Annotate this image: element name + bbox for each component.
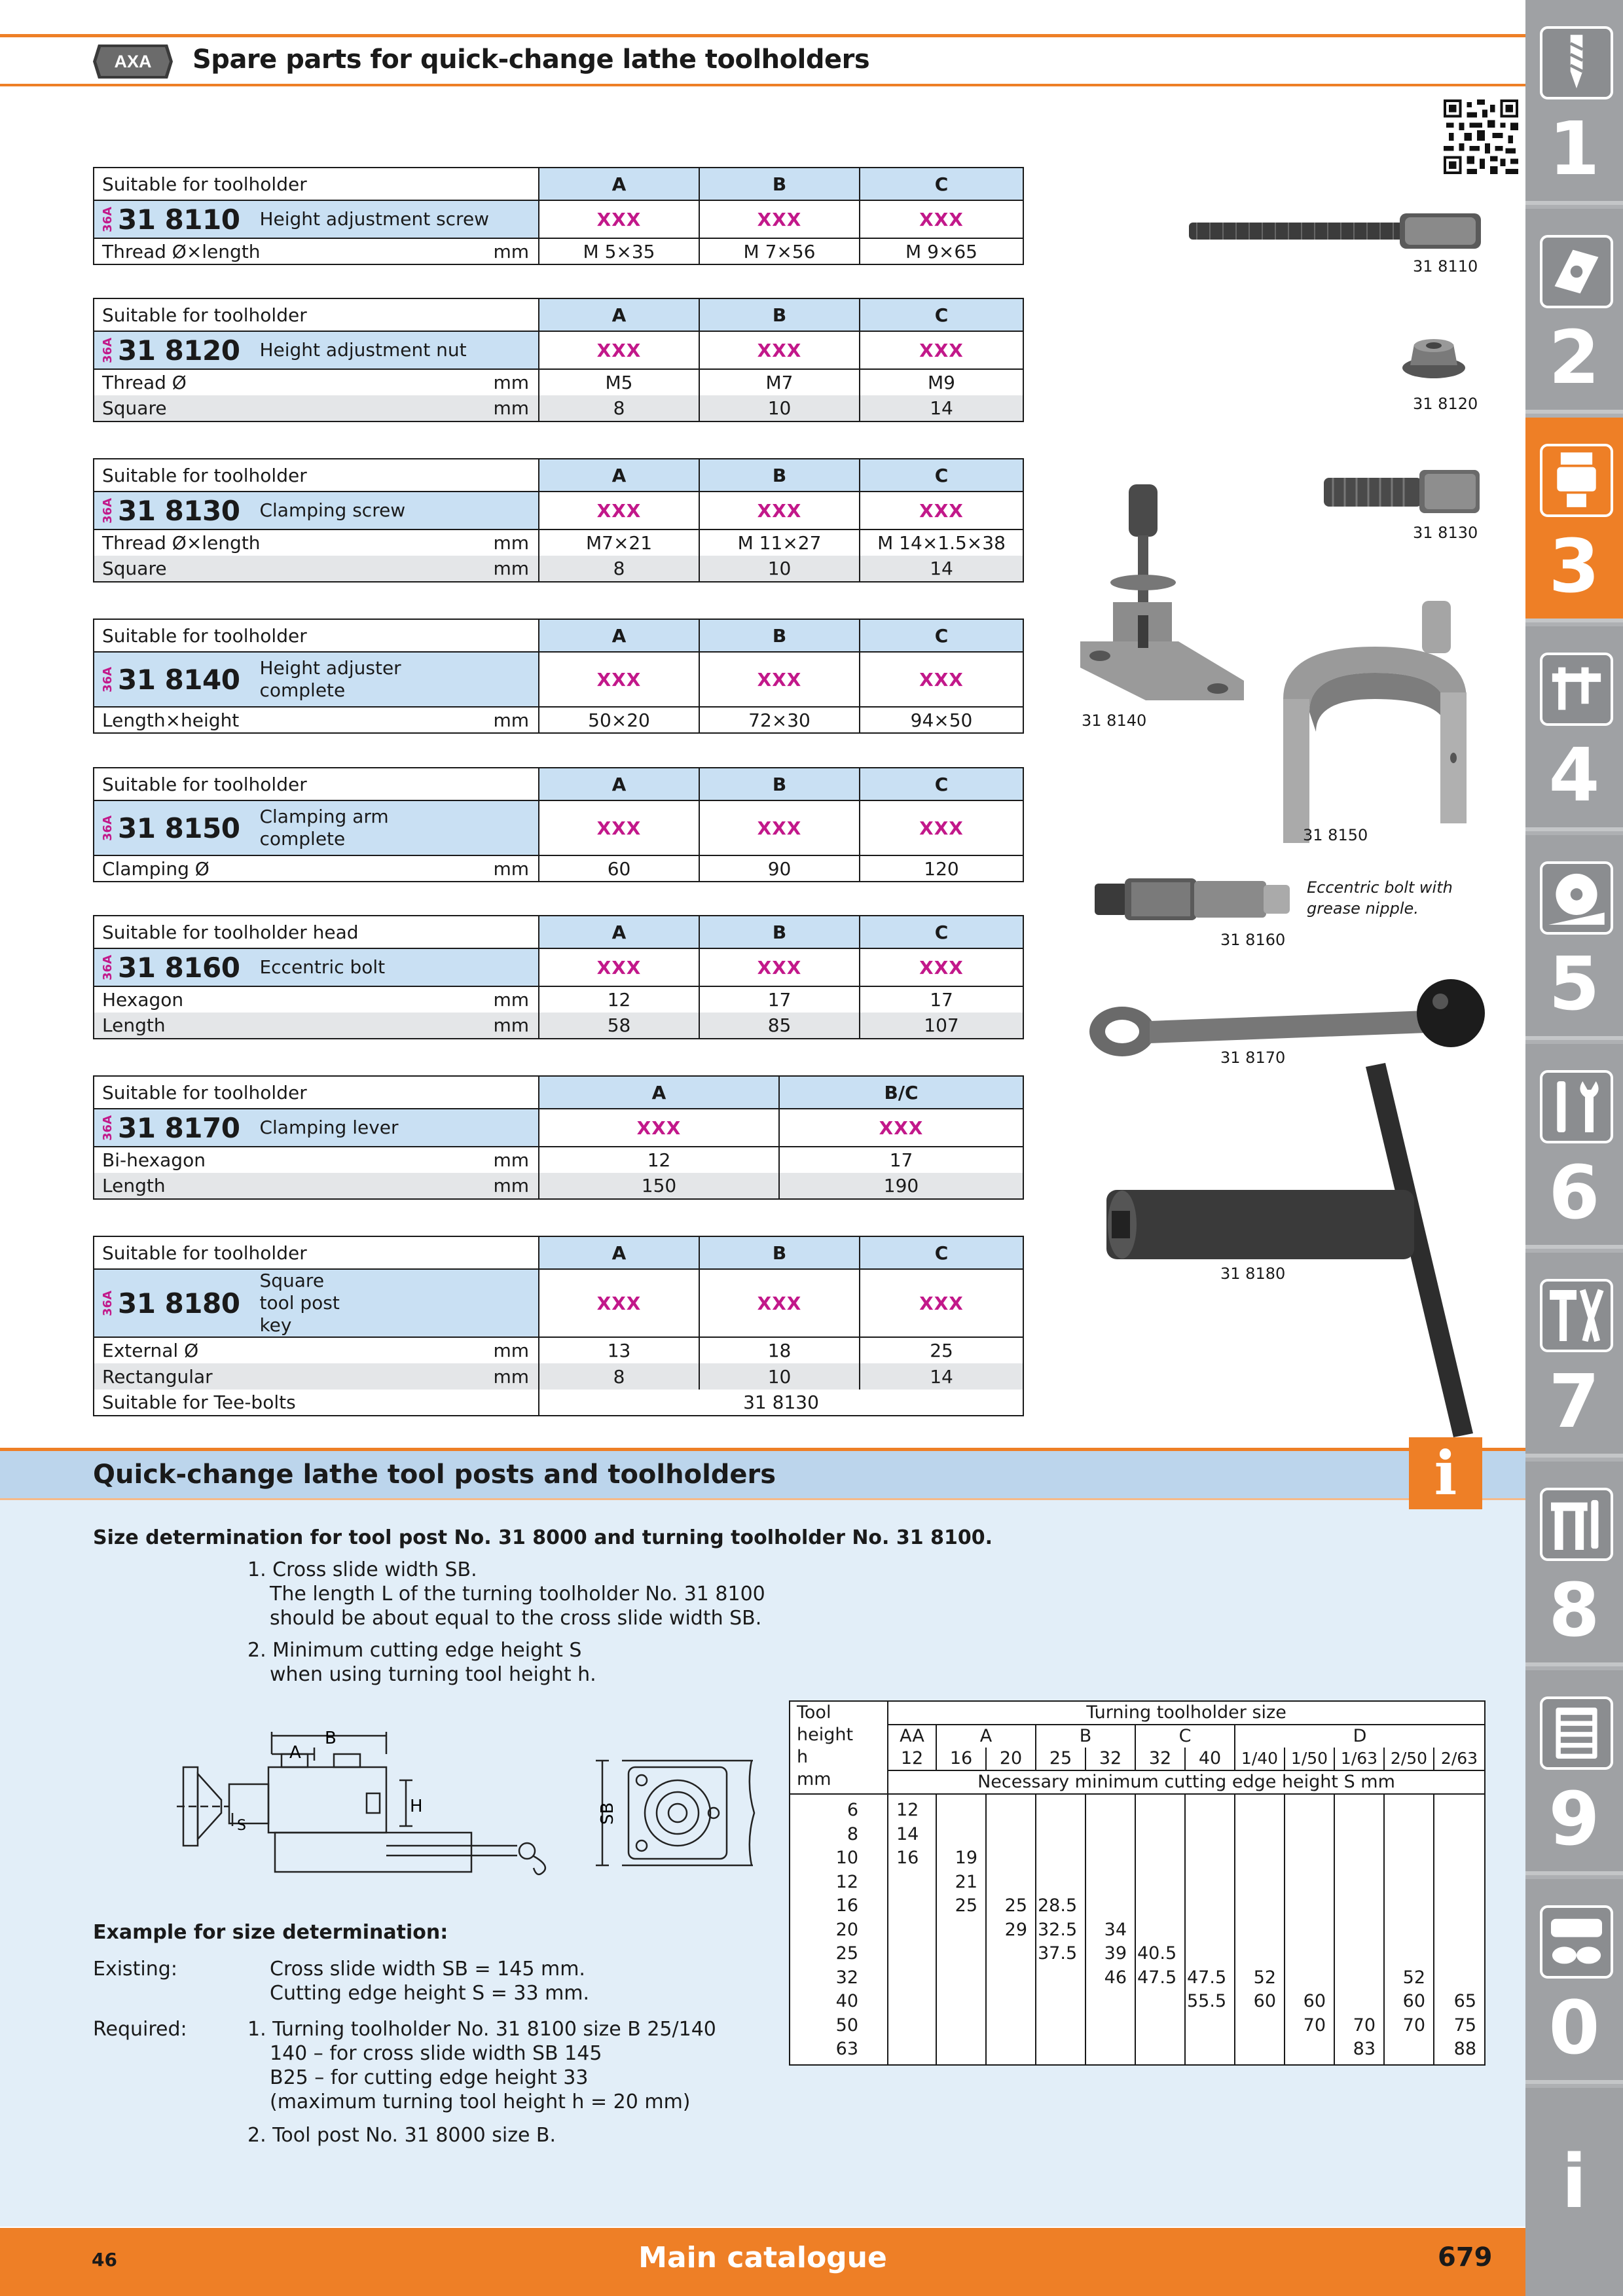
sidebar-tab-2[interactable] <box>1525 209 1623 414</box>
row-unit: mm <box>470 1013 539 1039</box>
spec-table-318180 <box>93 1236 1024 1416</box>
size-heading: Size determination for tool post No. 31 8000 and turning toolholder No. 31 8100. <box>93 1526 993 1549</box>
sidebar-tab-6[interactable] <box>1525 1044 1623 1249</box>
article-number: 31 8180 <box>118 1287 240 1319</box>
price-placeholder: XXX <box>539 200 699 238</box>
info-section-title: Quick-change lathe tool posts and toolholders <box>93 1460 776 1490</box>
caliper-icon <box>1540 653 1613 726</box>
existing-label: Existing: <box>93 1958 177 1981</box>
size-header: 16 <box>936 1748 986 1770</box>
row-label: Thread Ø×length <box>94 529 470 556</box>
row-unit <box>470 1390 539 1416</box>
suitable-label: Suitable for toolholder <box>94 768 539 800</box>
article-description: Height adjustment screw <box>259 208 490 230</box>
cell: 18 <box>699 1337 860 1363</box>
tab-number: 2 <box>1548 315 1600 401</box>
sidebar-tab-9[interactable] <box>1525 1670 1623 1875</box>
sidebar-tab-info[interactable] <box>1525 2088 1623 2296</box>
article-description: Eccentric bolt <box>259 956 386 978</box>
article-description: Clamping arm complete <box>259 806 389 850</box>
cell: 17 <box>860 986 1023 1013</box>
spec-table-318140 <box>93 619 1024 734</box>
col-label: A <box>539 768 699 800</box>
size-header: 32 <box>1135 1748 1185 1770</box>
product-label: 31 8120 <box>1413 395 1478 413</box>
clamping-lever-image <box>1087 978 1493 1063</box>
row-unit: mm <box>470 1337 539 1363</box>
height-column: 52 60 70 <box>1384 1794 1434 2065</box>
header-top-rule <box>0 34 1525 37</box>
col-label: A <box>539 619 699 652</box>
sidebar-tab-4[interactable] <box>1525 626 1623 831</box>
col-label: B <box>699 916 860 948</box>
row-unit: mm <box>470 1363 539 1390</box>
price-placeholder: XXX <box>860 948 1023 986</box>
price-placeholder: XXX <box>539 652 699 707</box>
cell: 17 <box>779 1147 1023 1173</box>
cell: M5 <box>539 369 699 395</box>
cell: 190 <box>779 1173 1023 1199</box>
price-placeholder: XXX <box>699 492 860 529</box>
size-header: 2/50 <box>1384 1748 1434 1770</box>
info-icon[interactable]: i <box>1409 1437 1482 1509</box>
cell: 14 <box>860 1363 1023 1390</box>
sidebar-tab-0[interactable] <box>1525 1879 1623 2084</box>
tool-cabinet-icon <box>1540 1696 1613 1770</box>
price-placeholder: XXX <box>539 331 699 369</box>
tab-number: 3 <box>1548 524 1600 609</box>
spec-table-318130 <box>93 458 1024 583</box>
table-row <box>94 1173 1023 1199</box>
suitable-label: Suitable for toolholder <box>94 619 539 652</box>
catalog-tag: 36A <box>101 337 115 363</box>
cell: 58 <box>539 1013 699 1039</box>
spec-table-318110 <box>93 167 1024 265</box>
height-adjustment-nut-image <box>1401 335 1467 381</box>
col-label: B <box>699 619 860 652</box>
cell: 94×50 <box>860 707 1023 733</box>
note-line: grease nipple. <box>1307 899 1419 918</box>
safety-goggles-icon <box>1540 1905 1613 1979</box>
group-header: AA <box>888 1725 936 1748</box>
price-placeholder: XXX <box>699 1269 860 1337</box>
size-header: 1/40 <box>1235 1748 1285 1770</box>
table-row <box>94 395 1023 422</box>
height-column: 34 39 46 <box>1085 1794 1135 2065</box>
col-label: B <box>699 1236 860 1269</box>
col-label: C <box>860 168 1023 200</box>
cell: 14 <box>860 395 1023 422</box>
size-header: 40 <box>1185 1748 1235 1770</box>
cell: 13 <box>539 1337 699 1363</box>
group-header: C <box>1135 1725 1235 1748</box>
cell: 8 <box>539 1363 699 1390</box>
eccentric-bolt-image <box>1092 872 1295 927</box>
table-row <box>94 529 1023 556</box>
suitable-label: Suitable for toolholder head <box>94 916 539 948</box>
row-label: Rectangular <box>94 1363 470 1390</box>
product-label: 31 8160 <box>1220 931 1286 949</box>
group-header: A <box>936 1725 1036 1748</box>
height-adjustment-screw-image <box>1184 208 1486 254</box>
dim-label-s: S <box>237 1818 246 1834</box>
size-header: 25 <box>1036 1748 1085 1770</box>
cutting-height-table <box>789 1700 1486 2066</box>
sidebar-tab-3[interactable] <box>1525 418 1623 622</box>
existing-line: Cross slide width SB = 145 mm. <box>270 1958 585 1981</box>
group-header: D <box>1235 1725 1485 1748</box>
row-unit: mm <box>470 395 539 422</box>
cell: 150 <box>539 1173 779 1199</box>
note-line: Eccentric bolt with <box>1307 878 1453 897</box>
eccentric-bolt-note <box>1307 877 1453 919</box>
cell: M 5×35 <box>539 238 699 264</box>
row-unit: mm <box>470 707 539 733</box>
header-line: h <box>797 1747 809 1767</box>
suitable-label: Suitable for toolholder <box>94 1076 539 1109</box>
tab-number: 5 <box>1548 942 1600 1027</box>
row-label: Clamping Ø <box>94 855 470 882</box>
page-number: 679 <box>1438 2242 1493 2272</box>
row-unit: mm <box>470 1173 539 1199</box>
row-label: Suitable for Tee-bolts <box>94 1390 470 1416</box>
table-row <box>94 855 1023 882</box>
suitable-label: Suitable for toolholder <box>94 168 539 200</box>
step-1-line: should be about equal to the cross slide width SB. <box>270 1607 762 1630</box>
dim-label-sb: SB <box>598 1802 617 1825</box>
product-label: 31 8180 <box>1220 1265 1286 1283</box>
col-label: C <box>860 916 1023 948</box>
catalog-tag: 36A <box>101 815 115 841</box>
article-number: 31 8110 <box>118 203 240 236</box>
height-adjuster-image <box>1074 484 1250 713</box>
cell: 12 <box>539 1147 779 1173</box>
height-column: 28.5 32.5 37.5 <box>1036 1794 1085 2065</box>
catalog-tag: 36A <box>101 954 115 980</box>
cell: 8 <box>539 556 699 582</box>
product-label: 31 8170 <box>1220 1049 1286 1067</box>
cell: 120 <box>860 855 1023 882</box>
col-label: A <box>539 298 699 331</box>
height-column: 25 29 <box>986 1794 1036 2065</box>
sidebar-tab-5[interactable] <box>1525 835 1623 1040</box>
table-row <box>94 1337 1023 1363</box>
footer-title: Main catalogue <box>638 2241 887 2274</box>
dim-label-b: B <box>325 1729 337 1748</box>
suitable-label: Suitable for toolholder <box>94 459 539 492</box>
suitable-label: Suitable for toolholder <box>94 298 539 331</box>
header-line: height <box>797 1725 854 1745</box>
size-header: 32 <box>1085 1748 1135 1770</box>
logo-text: AXA <box>114 52 152 71</box>
price-placeholder: XXX <box>860 652 1023 707</box>
cell: M 14×1.5×38 <box>860 529 1023 556</box>
min-height-subheader: Necessary minimum cutting edge height S mm <box>888 1770 1485 1794</box>
price-placeholder: XXX <box>860 1269 1023 1337</box>
tool-height-header <box>790 1701 888 1794</box>
article-description: Clamping screw <box>259 499 406 521</box>
cell: 10 <box>699 395 860 422</box>
sidebar-tab-1[interactable] <box>1525 0 1623 205</box>
col-label: B <box>699 768 860 800</box>
cell: 107 <box>860 1013 1023 1039</box>
product-label: 31 8110 <box>1413 257 1478 276</box>
tab-number: 9 <box>1548 1777 1600 1862</box>
toolpost-top-diagram <box>589 1754 759 1872</box>
cell: M 11×27 <box>699 529 860 556</box>
table-row <box>94 707 1023 733</box>
suitable-label: Suitable for toolholder <box>94 1236 539 1269</box>
tab-number: 6 <box>1548 1151 1600 1236</box>
col-label: B <box>699 459 860 492</box>
table-header-row <box>790 1770 1485 1794</box>
col-label: C <box>860 1236 1023 1269</box>
table-header-row <box>790 1748 1485 1770</box>
size-header: 20 <box>986 1748 1036 1770</box>
required-line: B25 – for cutting edge height 33 <box>270 2066 589 2089</box>
price-placeholder: XXX <box>539 492 699 529</box>
table-row <box>94 1147 1023 1173</box>
price-placeholder: XXX <box>539 800 699 855</box>
row-label: Thread Ø×length <box>94 238 470 264</box>
col-label: B <box>699 168 860 200</box>
catalog-tag: 36A <box>101 1290 115 1316</box>
catalog-tag: 36A <box>101 497 115 524</box>
price-placeholder: XXX <box>699 200 860 238</box>
size-header: 12 <box>888 1748 936 1770</box>
cell: M7 <box>699 369 860 395</box>
table-row <box>94 369 1023 395</box>
cell: 85 <box>699 1013 860 1039</box>
price-placeholder: XXX <box>699 331 860 369</box>
cell: 8 <box>539 395 699 422</box>
required-line: 1. Turning toolholder No. 31 8100 size B 25/140 <box>247 2018 716 2041</box>
row-label: Length <box>94 1013 470 1039</box>
row-unit: mm <box>470 855 539 882</box>
col-label: B <box>699 298 860 331</box>
product-label: 31 8130 <box>1413 524 1478 542</box>
catalog-tag: 36A <box>101 1115 115 1141</box>
step-1-line: 1. Cross slide width SB. <box>247 1558 477 1581</box>
cell: 72×30 <box>699 707 860 733</box>
price-placeholder: XXX <box>699 800 860 855</box>
article-description: Square tool post key <box>259 1270 340 1336</box>
height-column: 19 21 25 <box>936 1794 986 2065</box>
sidebar-tab-7[interactable] <box>1525 1253 1623 1458</box>
row-unit: mm <box>470 986 539 1013</box>
row-label: Square <box>94 556 470 582</box>
table-header-row <box>790 1725 1485 1748</box>
table-row <box>94 556 1023 582</box>
row-unit: mm <box>470 556 539 582</box>
table-header-row <box>790 1701 1485 1725</box>
height-column: 65 75 88 <box>1434 1794 1485 2065</box>
tab-number: i <box>1561 2140 1587 2225</box>
table-row <box>94 238 1023 264</box>
drill-bit-icon <box>1540 26 1613 99</box>
spec-table-318150 <box>93 767 1024 882</box>
qr-code-icon[interactable] <box>1444 99 1518 174</box>
price-placeholder: XXX <box>860 200 1023 238</box>
toolholder-size-header: Turning toolholder size <box>888 1701 1485 1725</box>
col-label: C <box>860 459 1023 492</box>
col-label: A <box>539 1236 699 1269</box>
toolpost-side-diagram <box>177 1728 570 1885</box>
row-unit: mm <box>470 238 539 264</box>
catalog-tag: 36A <box>101 666 115 692</box>
existing-line: Cutting edge height S = 33 mm. <box>270 1982 590 2005</box>
article-description: Height adjustment nut <box>259 339 467 361</box>
table-row <box>790 1794 1485 2065</box>
table-row <box>94 1013 1023 1039</box>
header-bottom-rule <box>0 84 1525 86</box>
tab-number: 4 <box>1548 733 1600 818</box>
product-label: 31 8150 <box>1303 826 1368 844</box>
sidebar-tab-8[interactable] <box>1525 1462 1623 1666</box>
product-label: 31 8140 <box>1082 711 1147 730</box>
price-placeholder: XXX <box>699 948 860 986</box>
row-label: External Ø <box>94 1337 470 1363</box>
article-number: 31 8150 <box>118 812 240 844</box>
cell: 17 <box>699 986 860 1013</box>
tab-number: 0 <box>1548 1986 1600 2071</box>
article-number: 31 8170 <box>118 1111 240 1144</box>
col-label: A <box>539 459 699 492</box>
tool-height-values: 6 8 10 12 16 20 25 32 40 50 63 <box>790 1794 888 2065</box>
axa-logo <box>93 43 173 80</box>
col-label: A <box>539 916 699 948</box>
price-placeholder: XXX <box>539 1109 779 1147</box>
cell: M7×21 <box>539 529 699 556</box>
price-placeholder: XXX <box>860 800 1023 855</box>
price-placeholder: XXX <box>860 492 1023 529</box>
wrench-screwdriver-icon <box>1540 1070 1613 1143</box>
table-row <box>94 986 1023 1013</box>
required-line: (maximum turning tool height h = 20 mm) <box>270 2090 691 2113</box>
cell: M 9×65 <box>860 238 1023 264</box>
article-description: Height adjuster complete <box>259 657 401 701</box>
col-label: C <box>860 619 1023 652</box>
article-number: 31 8140 <box>118 663 240 696</box>
cell: 60 <box>539 855 699 882</box>
row-label: Length <box>94 1173 470 1199</box>
example-heading: Example for size determination: <box>93 1921 448 1944</box>
saw-blade-icon <box>1540 861 1613 935</box>
row-label: Thread Ø <box>94 369 470 395</box>
spec-table-318160 <box>93 915 1024 1039</box>
row-label: Hexagon <box>94 986 470 1013</box>
clamping-screw-image <box>1321 466 1484 517</box>
price-placeholder: XXX <box>860 331 1023 369</box>
row-unit: mm <box>470 529 539 556</box>
step-2-line: when using turning tool height h. <box>270 1663 596 1686</box>
cell: 90 <box>699 855 860 882</box>
required-line: 2. Tool post No. 31 8000 size B. <box>247 2124 556 2147</box>
hammer-pliers-icon <box>1540 1279 1613 1352</box>
article-number: 31 8130 <box>118 494 240 527</box>
page-title: Spare parts for quick-change lathe toolholders <box>192 45 870 75</box>
size-header: 1/63 <box>1334 1748 1384 1770</box>
dim-label-a: A <box>289 1743 301 1763</box>
tab-number: 1 <box>1548 107 1600 192</box>
cell: M 7×56 <box>699 238 860 264</box>
cell: 50×20 <box>539 707 699 733</box>
step-1-line: The length L of the turning toolholder No. 31 8100 <box>270 1583 765 1605</box>
catalog-tag: 36A <box>101 206 115 232</box>
header-line: mm <box>797 1769 831 1789</box>
group-header: B <box>1036 1725 1135 1748</box>
size-header: 2/63 <box>1434 1748 1485 1770</box>
spec-table-318170 <box>93 1075 1024 1200</box>
required-line: 140 – for cross slide width SB 145 <box>270 2042 602 2065</box>
cell: M9 <box>860 369 1023 395</box>
cell: 12 <box>539 986 699 1013</box>
price-placeholder: XXX <box>699 652 860 707</box>
chuck-icon <box>1540 444 1613 517</box>
cell: 25 <box>860 1337 1023 1363</box>
article-number: 31 8160 <box>118 951 240 984</box>
cutting-insert-icon <box>1540 235 1613 308</box>
col-label: C <box>860 768 1023 800</box>
header-line: Tool <box>797 1702 831 1723</box>
row-label: Length×height <box>94 707 470 733</box>
height-column: 40.5 47.5 <box>1135 1794 1185 2065</box>
cell: 10 <box>699 1363 860 1390</box>
height-column: 70 83 <box>1334 1794 1384 2065</box>
col-label: A <box>539 1076 779 1109</box>
cell: 31 8130 <box>539 1390 1023 1416</box>
size-header: 1/50 <box>1285 1748 1334 1770</box>
tab-number: 7 <box>1548 1359 1600 1444</box>
height-column: 47.5 55.5 <box>1185 1794 1235 2065</box>
spec-table-318120 <box>93 298 1024 422</box>
article-number: 31 8120 <box>118 334 240 367</box>
row-label: Bi-hexagon <box>94 1147 470 1173</box>
step-2-line: 2. Minimum cutting edge height S <box>247 1639 582 1662</box>
required-label: Required: <box>93 2018 187 2041</box>
table-row <box>94 1390 1023 1416</box>
row-unit: mm <box>470 1147 539 1173</box>
col-label: A <box>539 168 699 200</box>
row-label: Square <box>94 395 470 422</box>
col-label: B/C <box>779 1076 1023 1109</box>
table-header-row <box>94 168 1023 200</box>
footer-left-number: 46 <box>92 2249 117 2270</box>
height-column: 60 70 <box>1285 1794 1334 2065</box>
cell: 10 <box>699 556 860 582</box>
height-column: 52 60 <box>1235 1794 1285 2065</box>
dim-label-h: H <box>410 1797 423 1816</box>
article-description: Clamping lever <box>259 1117 399 1138</box>
tab-number: 8 <box>1548 1568 1600 1653</box>
article-row <box>94 200 1023 238</box>
row-unit: mm <box>470 369 539 395</box>
height-column: 12 14 16 <box>888 1794 936 2065</box>
price-placeholder: XXX <box>779 1109 1023 1147</box>
price-placeholder: XXX <box>539 948 699 986</box>
square-tool-post-key-image <box>1106 1060 1480 1446</box>
vise-icon <box>1540 1488 1613 1561</box>
price-placeholder: XXX <box>539 1269 699 1337</box>
clamping-arm-image <box>1270 601 1486 850</box>
col-label: C <box>860 298 1023 331</box>
table-row <box>94 1363 1023 1390</box>
cell: 14 <box>860 556 1023 582</box>
